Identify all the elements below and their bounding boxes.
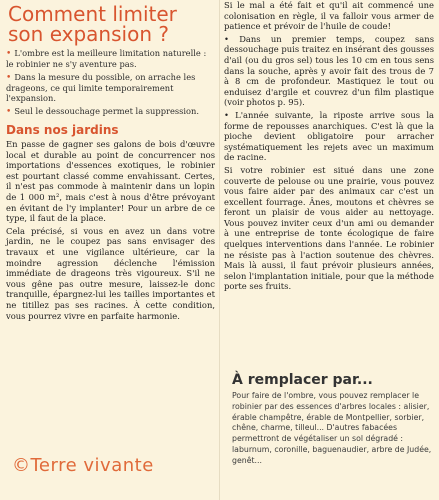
- bullet-list: [6, 48, 215, 117]
- right-body: [224, 0, 434, 292]
- column-divider: [219, 0, 220, 500]
- replacement-box: [232, 372, 432, 467]
- bullet-item: • L'ombre est la meilleure limitation naturelle : le robinier ne s'y aventure pas.: [6, 48, 207, 69]
- paragraph: Cela précisé, si vous en avez un dans votre jardin, ne le coupez pas sans envisager des travaux et une vigilance ultérieure, car la moindre agression déclenche l'émission immédiate de drageons très vigoureux. S'il ne vous gêne pas outre mesure, laissez-le donc tranquille, épargnez-lui les tailles importantes et ne titillez pas ses racines. À cette condition, vous pourrez vivre en parfaite harmonie.: [6, 225, 215, 321]
- section-title: Dans nos jardins: [6, 123, 119, 137]
- bullet-icon: •: [6, 107, 12, 117]
- page-heading: Comment limiter son expansion ?: [8, 2, 177, 46]
- paragraph: Si votre robinier est situé dans une zone couverte de pelouse ou une prairie, vous pouvez vous faire aider par des animaux car c'est un excellent fourrage. Ânes, moutons et chèvres se feront un plaisir de vous aider au nettoyage. Vous pouvez inviter ceux d'un ami ou demander à une entreprise de tonte écologique de faire quelques interventions dans l'année. Le robinier ne résiste pas à l'action soutenue des chèvres. Mais là aussi, il faut prévoir plusieurs années, selon l'implantation initiale, pour que la méthode porte ses fruits.: [224, 164, 434, 292]
- box-title: À remplacer par...: [232, 372, 373, 388]
- bullet-item: • Dans la mesure du possible, on arrache les drageons, ce qui limite temporairement l'expansion.: [6, 72, 196, 103]
- left-body: [6, 139, 215, 321]
- bullet-icon: •: [6, 73, 12, 83]
- copyright-watermark: ©Terre vivante: [12, 455, 154, 476]
- paragraph: En passe de gagner ses galons de bois d'œuvre local et durable au point de concurrencer nos importations d'essences exotiques, le robinier est pourtant classé comme envahissant. Certes, il n'est pas commode à maintenir dans un lopin de 1 000 m², mais c'est à nous d'être prévoyant en évitant de l'y implanter! Pour un arbre de ce type, il faut de la place.: [6, 139, 215, 224]
- bullet-icon: •: [6, 49, 12, 59]
- right-column: [224, 0, 434, 294]
- paragraph: • L'année suivante, la riposte arrive sous la forme de repousses anarchiques. C'est là que la pioche devient obligatoire pour arracher systématiquement les rejets avec un maximum de racine.: [224, 109, 434, 163]
- box-text: Pour faire de l'ombre, vous pouvez remplacer le robinier par des essences d'arbres locales : alisier, érable champêtre, érable de Montpellier, sorbier, chêne, charme, tilleul... D'autres fabacées permettront de végétaliser un sol dégradé : laburnum, coronille, baguenaudier, arbre de Judée, genêt...: [232, 391, 432, 465]
- left-column: [6, 0, 215, 323]
- paragraph: Si le mal a été fait et qu'il ait commencé une colonisation en règle, il va falloir vous armer de patience et prévoir de l'huile de coude!: [224, 0, 434, 32]
- bullet-item: • Seul le dessouchage permet la suppression.: [6, 106, 200, 117]
- paragraph: • Dans un premier temps, coupez sans dessouchage puis traitez en insérant des gousses d'ail (ou du gros sel) tous les 10 cm en tous sens dans la souche, après y avoir fait des trous de 7 à 8 cm de profondeur. Mastiquez le tout ou enduisez d'argile et couvrez d'un film plastique (voir photos p. 95).: [224, 33, 434, 108]
